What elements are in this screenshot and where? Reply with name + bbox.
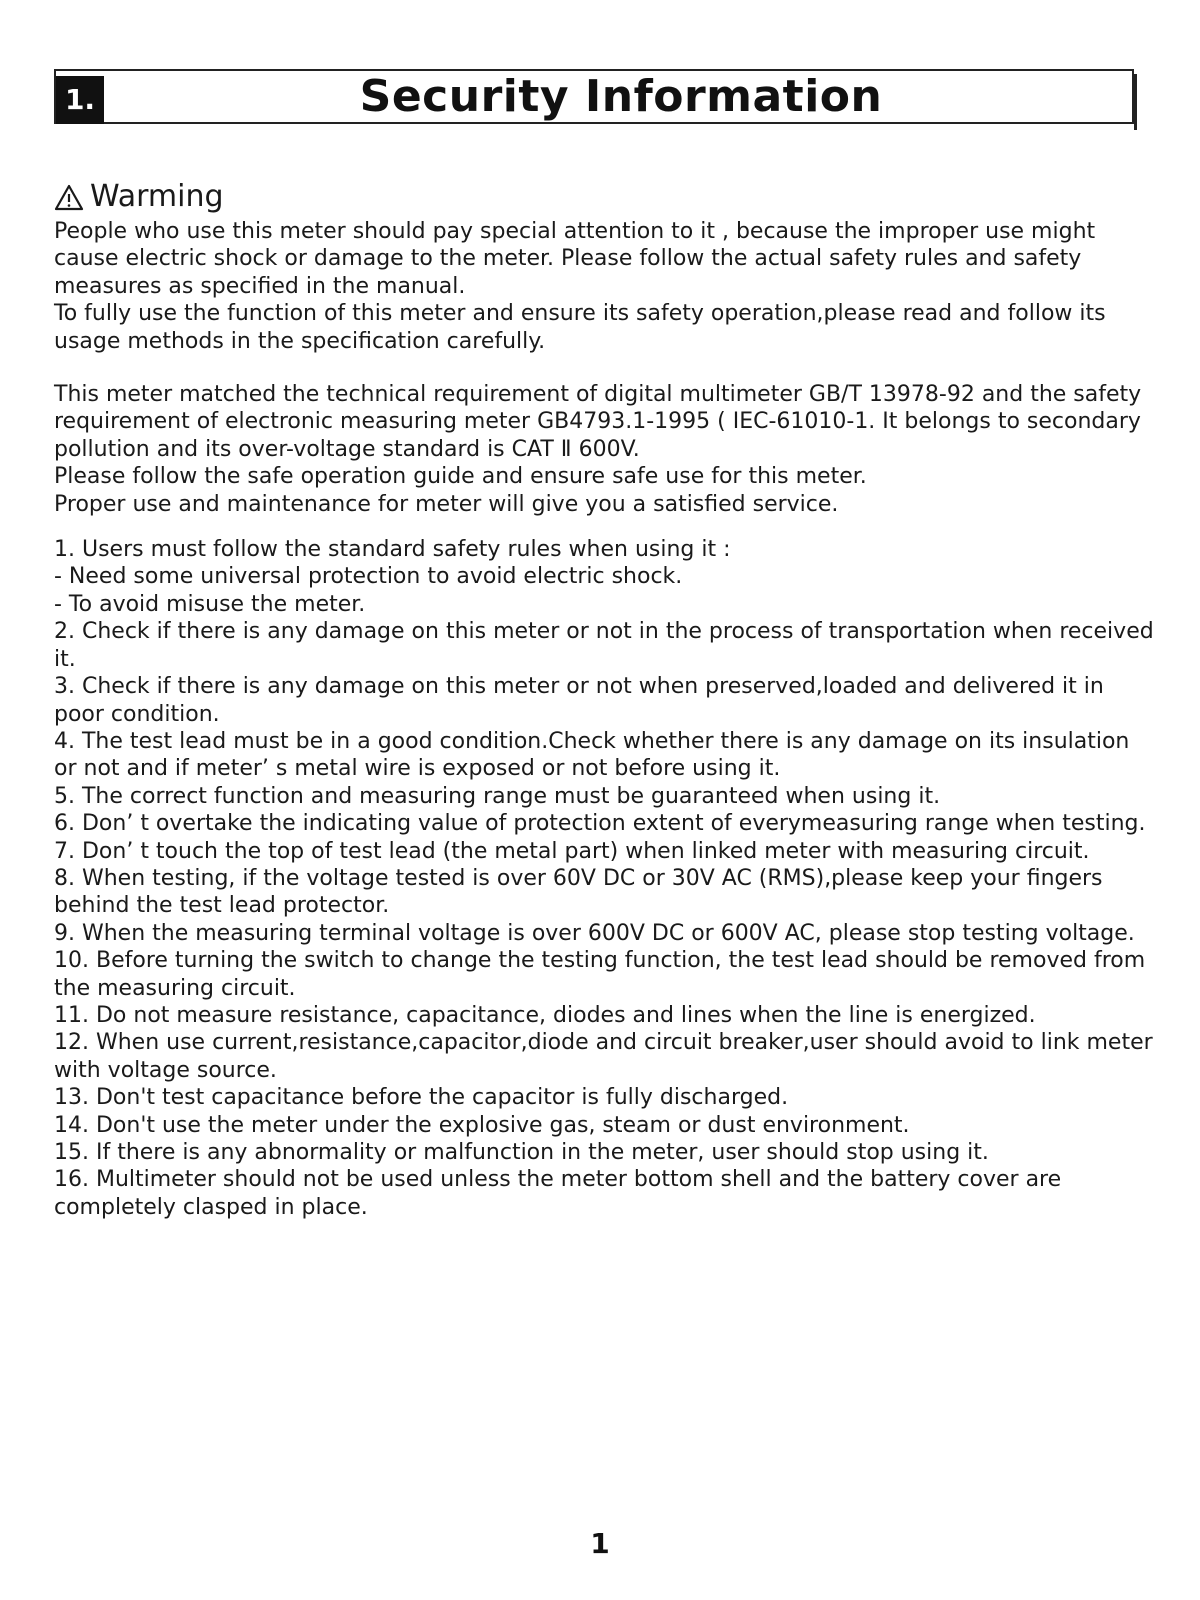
list-item: 2. Check if there is any damage on this meter or not in the process of transportation when received it.	[54, 619, 1154, 672]
list-item: - Need some universal protection to avoid electric shock.	[54, 564, 683, 590]
list-item: 5. The correct function and measuring range must be guaranteed when using it.	[54, 783, 941, 809]
standards-paragraph: Please follow the safe operation guide and ensure safe use for this meter.	[54, 464, 867, 490]
warning-heading	[54, 180, 1158, 214]
page-title: Security Information	[359, 71, 883, 122]
list-item: 8. When testing, if the voltage tested is over 60V DC or 30V AC (RMS),please keep your fingers behind the test lead protector.	[54, 865, 1103, 919]
list-item: 7. Don’ t touch the top of test lead (the metal part) when linked meter with measuring circuit.	[54, 838, 1090, 864]
safety-rules-list	[54, 536, 1158, 1221]
page-content	[54, 180, 1158, 1221]
list-item: 4. The test lead must be in a good condition.Check whether there is any damage on its insulation or not and if meter’ s metal wire is exposed or not before using it.	[54, 728, 1130, 782]
warning-paragraph: People who use this meter should pay special attention to it , because the improper use might cause electric shock or damage to the meter. Please follow the actual safety rules and safety measures as specified in the manual.	[54, 219, 1096, 299]
list-item: 13. Don't test capacitance before the capacitor is fully discharged.	[54, 1085, 789, 1111]
warning-heading-text: Warming	[90, 179, 224, 214]
list-item: - To avoid misuse the meter.	[54, 591, 366, 617]
list-item: 3. Check if there is any damage on this meter or not when preserved,loaded and delivered it in poor condition.	[54, 674, 1104, 727]
list-item: 11. Do not measure resistance, capacitance, diodes and lines when the line is energized.	[54, 1002, 1036, 1028]
list-item: 14. Don't use the meter under the explosive gas, steam or dust environment.	[54, 1112, 910, 1138]
list-item: 1. Users must follow the standard safety rules when using it :	[54, 537, 731, 563]
list-item: 15. If there is any abnormality or malfunction in the meter, user should stop using it.	[54, 1140, 989, 1165]
warning-triangle-icon	[54, 184, 84, 211]
standards-paragraph: This meter matched the technical requirement of digital multimeter GB/T 13978-92 and the safety requirement of electronic measuring meter GB4793.1-1995 ( IEC-61010-1. It belongs to secondary pollution and its over-voltage standard is CAT Ⅱ 600V.	[54, 382, 1142, 462]
list-item: 10. Before turning the switch to change the testing function, the test lead should be removed from the measuring circuit.	[54, 948, 1146, 1001]
standards-paragraph: Proper use and maintenance for meter will give you a satisfied service.	[54, 491, 839, 517]
list-item: 6. Don’ t overtake the indicating value of protection extent of everymeasuring range when testing.	[54, 811, 1146, 837]
warning-paragraph: To fully use the function of this meter and ensure its safety operation,please read and follow its usage methods in the specification carefully.	[54, 301, 1106, 354]
list-item: 16. Multimeter should not be used unless the meter bottom shell and the battery cover are completely clasped in place.	[54, 1167, 1062, 1220]
warning-block	[54, 218, 1158, 355]
section-header	[54, 69, 1134, 124]
section-number: 1.	[56, 76, 104, 124]
list-item: 12. When use current,resistance,capacitor,diode and circuit breaker,user should avoid to link meter with voltage source.	[54, 1030, 1153, 1083]
page-number: 1	[590, 1527, 610, 1560]
standards-block	[54, 381, 1158, 518]
list-item: 9. When the measuring terminal voltage is over 600V DC or 600V AC, please stop testing voltage.	[54, 920, 1135, 946]
